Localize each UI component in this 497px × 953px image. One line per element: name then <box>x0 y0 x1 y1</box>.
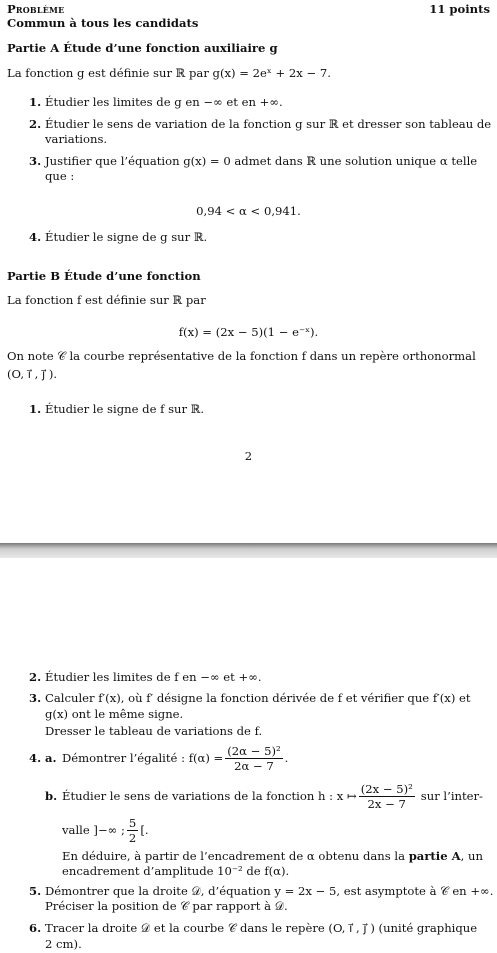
part-a-q3-cont: que : <box>45 169 75 183</box>
item-number: 4. <box>29 230 42 244</box>
part-a-q3 <box>29 154 477 169</box>
item-number: 4. <box>29 750 42 765</box>
page-2 <box>0 558 497 953</box>
probleme-heading: Problème <box>7 2 65 16</box>
question-text: Étudier le signe de f sur ℝ. <box>45 402 205 416</box>
part-b-curve-line1: On note 𝒞 la courbe représentative de la fonction f dans un repère orthonormal <box>7 349 476 363</box>
question-suffix: . <box>284 750 289 765</box>
part-a-intro: La fonction g est définie sur ℝ par g(x) = 2eˣ + 2x − 7. <box>7 66 331 80</box>
points-label: 11 points <box>429 2 490 16</box>
fraction <box>225 744 282 773</box>
question-text: Démontrer l’égalité : f(α) = <box>62 750 224 765</box>
part-a-q2-cont: variations. <box>45 132 108 146</box>
part-b-formula: f(x) = (2x − 5)(1 − e⁻ˣ). <box>178 325 319 339</box>
fraction <box>127 816 138 845</box>
sub-item-letter: b. <box>45 788 58 803</box>
part-b-q4b-interval <box>62 814 149 846</box>
part-b-q3 <box>29 691 471 706</box>
question-text: Étudier les limites de f en −∞ et +∞. <box>45 670 262 684</box>
part-b-q4a <box>29 741 288 775</box>
part-b-q2 <box>29 670 262 685</box>
part-a-q4 <box>29 230 207 245</box>
deduce-text: En déduire, à partir de l’encadrement de α obtenu dans la <box>62 849 406 863</box>
fraction-denominator: 2x − 7 <box>367 796 406 811</box>
question-text: Calculer f′(x), où f′ désigne la fonction dérivée de f et vérifier que f′(x) et <box>45 691 471 705</box>
common-label: Commun à tous les candidats <box>7 16 199 30</box>
part-a-inequality: 0,94 < α < 0,941. <box>196 204 301 218</box>
page-number: 2 <box>244 449 253 463</box>
item-number: 5. <box>29 884 42 898</box>
item-number: 1. <box>29 95 42 109</box>
sub-item-letter: a. <box>45 750 57 765</box>
fraction-numerator: 5 <box>128 815 137 830</box>
item-number: 3. <box>29 691 42 705</box>
deduce-text-end: , un <box>460 849 483 863</box>
part-b-q5-line2: Préciser la position de 𝒞 par rapport à 𝒟. <box>45 899 288 913</box>
part-b-q6 <box>29 921 477 936</box>
question-text: Étudier les limites de g en −∞ et en +∞. <box>45 95 283 109</box>
question-text: Étudier le sens de variations de la fonction h : x ↦ <box>62 788 357 803</box>
item-number: 3. <box>29 154 42 168</box>
question-text: Étudier le signe de g sur ℝ. <box>45 230 208 244</box>
question-suffix: sur l’inter- <box>420 788 483 803</box>
interval-suffix: [. <box>140 822 149 837</box>
part-a-reference: partie A <box>408 849 461 863</box>
part-b-q3-line2: g(x) ont le même signe. <box>45 707 184 721</box>
part-b-q4b <box>45 779 483 813</box>
part-b-intro: La fonction f est définie sur ℝ par <box>7 293 206 307</box>
item-number: 1. <box>29 402 42 416</box>
question-text: Justifier que l’équation g(x) = 0 admet dans ℝ une solution unique α telle <box>45 154 478 168</box>
part-a-title: Partie A Étude d’une fonction auxiliaire g <box>7 41 278 55</box>
part-b-q4b-deduce-line1 <box>62 849 483 864</box>
part-a-q1 <box>29 95 283 110</box>
part-b-q1 <box>29 402 204 417</box>
fraction-denominator: 2 <box>128 830 137 845</box>
part-a-q2 <box>29 117 491 132</box>
fraction <box>359 782 415 811</box>
question-text: Démontrer que la droite 𝒟, d’équation y = 2x − 5, est asymptote à 𝒞 en +∞. <box>45 884 494 898</box>
question-text: Étudier le sens de variation de la fonction g sur ℝ et dresser son tableau de <box>45 117 492 131</box>
item-number: 2. <box>29 670 42 684</box>
fraction-denominator: 2α − 7 <box>234 758 274 773</box>
part-b-q5 <box>29 884 493 899</box>
part-b-q4b-deduce-line2: encadrement d’amplitude 10⁻² de f(α). <box>62 864 290 878</box>
item-number: 2. <box>29 117 42 131</box>
part-b-curve-line2: (O, ı⃗ , ȷ⃗ ). <box>7 367 58 381</box>
interval-prefix: valle ]−∞ ; <box>62 822 125 837</box>
part-b-q6-line2: 2 cm). <box>45 937 82 951</box>
fraction-numerator: (2x − 5)² <box>360 781 413 796</box>
fraction-numerator: (2α − 5)² <box>227 743 281 758</box>
page-separator <box>0 543 497 558</box>
part-b-title: Partie B Étude d’une fonction <box>7 269 201 283</box>
question-text: Tracer la droite 𝒟 et la courbe 𝒞 dans le repère (O, ı⃗ , ȷ⃗ ) (unité graphique <box>45 921 478 935</box>
item-number: 6. <box>29 921 42 935</box>
part-b-q3-line3: Dresser le tableau de variations de f. <box>45 724 263 738</box>
